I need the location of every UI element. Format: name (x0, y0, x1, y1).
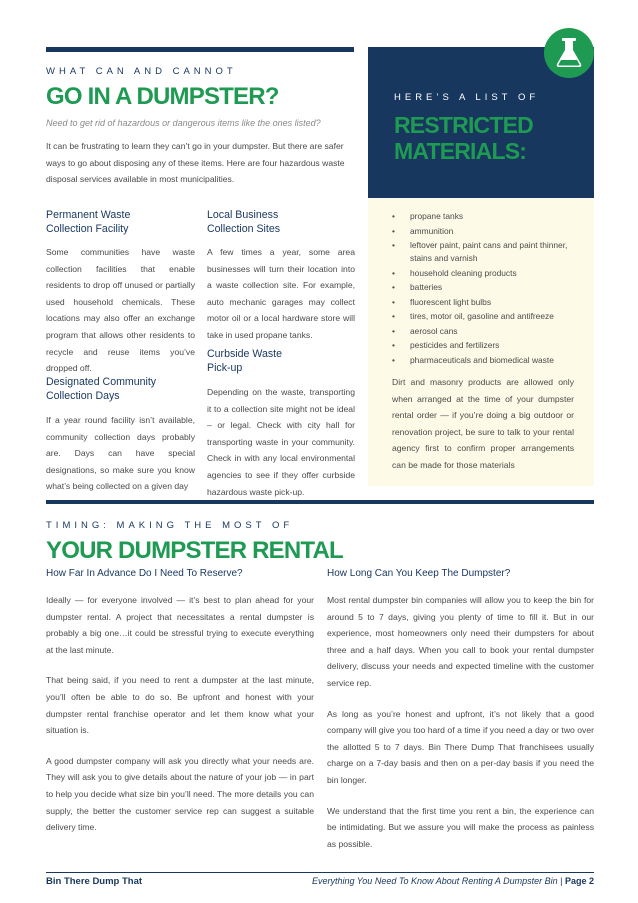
restricted-kicker: HERE’S A LIST OF (394, 92, 540, 103)
restricted-note: Dirt and masonry products are allowed only when arranged at the time of your dumpster rental order — if you’re doing a big outdoor or renovation project, be sure to talk to your rental agency first to confirm proper arrangements can be made for those materials (392, 377, 574, 470)
footer-page-number: Page 2 (564, 876, 594, 886)
footer-right (312, 876, 594, 886)
reserve-paragraph-1: Ideally — for everyone involved — it’s best to plan ahead for your dumpster rental. A project that necessitates a rental dumpster is probably a big one…it could be stressful trying to execute everything at the last minute. (46, 595, 314, 655)
list-item: • pharmaceuticals and biomedical waste (390, 354, 574, 367)
footer-separator: | (560, 876, 563, 886)
restricted-title-line1: RESTRICTED (394, 112, 533, 138)
footer-doc-title: Everything You Need To Know About Renting A Dumpster Bin (311, 876, 558, 886)
restricted-title-line2: MATERIALS: (394, 138, 527, 164)
local-text: A few times a year, some area businesses will turn their location into a waste collection site. For example, auto mechanic garages may collect motor oil or a local hardware store will take in used propane tanks. (207, 247, 355, 340)
reserve-paragraph-3: A good dumpster company will ask you directly what your needs are. They will ask you to give details about the nature of your job — in part to help you decide what size bin you’ll need. The more details you can supply, the better the customer service rep can suggest a suitable delivery time. (46, 755, 314, 833)
list-item: • batteries (390, 281, 574, 294)
list-item: • ammunition (390, 225, 574, 238)
section-divider (46, 500, 594, 504)
designated-text: If a year round facility isn’t available, community collection days probably are. Days can have special designations, so make sure you know what’s being collected on a given day (46, 415, 195, 492)
permanent-heading (46, 208, 130, 236)
list-item: • pesticides and fertilizers (390, 339, 574, 352)
curbside-heading-line2: Pick-up (207, 362, 243, 374)
keep-paragraph-3: We understand that the first time you rent a bin, the experience can be intimidating. But we assure you will make the process as painless as possible. (327, 805, 594, 849)
local-heading-line1: Local Business (207, 209, 279, 221)
list-item: • household cleaning products (390, 267, 574, 280)
list-item: • leftover paint, paint cans and paint thinner, stains and varnish (390, 239, 574, 265)
permanent-text: Some communities have waste collection facilities that enable residents to drop off unused or partially used household chemicals. These locations may also offer an exchange program that allows other residents to recycle and reuse items you’ve dropped off. (46, 247, 195, 374)
curbside-heading-line1: Curbside Waste (207, 348, 282, 360)
top-intro: It can be frustrating to learn they can’t go in your dumpster. But there are safer ways to go about disposing any of these items. Here are four hazardous waste disposal services available in most municipalities. (46, 141, 345, 185)
top-subtitle: Need to get rid of hazardous or dangerous items like the ones listed? (46, 118, 321, 128)
designated-heading-line2: Collection Days (46, 390, 120, 402)
curbside-heading (207, 347, 282, 375)
reserve-heading: How Far In Advance Do I Need To Reserve? (46, 568, 243, 579)
timing-title: YOUR DUMPSTER RENTAL (46, 537, 343, 564)
reserve-paragraph-2: That being said, if you need to rent a dumpster at the last minute, you’ll often be able to do so. Be upfront and honest with your dumpster rental franchise operator and let them know what your situation is. (46, 675, 314, 736)
restricted-list-box (368, 198, 594, 486)
restricted-list (390, 210, 574, 368)
list-item: • propane tanks (390, 210, 574, 223)
permanent-heading-line1: Permanent Waste (46, 209, 131, 221)
restricted-title (394, 112, 533, 164)
list-item: • fluorescent light bulbs (390, 296, 574, 309)
reserve-column (46, 592, 314, 836)
footer-brand: Bin There Dump That (46, 876, 143, 887)
top-rule-left (46, 47, 354, 52)
keep-paragraph-1: Most rental dumpster bin companies will allow you to keep the bin for around 5 to 7 days, giving you plenty of time to fill it. But in our experience, most homeowners only need their dumpsters for about three and a half days. When you call to book your rental dumpster delivery, discuss your needs and expected timeline with the customer service rep. (327, 595, 594, 688)
local-heading-line2: Collection Sites (207, 223, 281, 235)
top-title: GO IN A DUMPSTER? (46, 83, 279, 110)
timing-kicker: TIMING: MAKING THE MOST OF (46, 520, 294, 531)
curbside-text: Depending on the waste, transporting it to a collection site might not be ideal – or legal. Check with city hall for transporting waste in your community. Check in with any local environmental agencies to see if they offer curbside hazardous waste pick-up. (207, 387, 355, 497)
keep-paragraph-2: As long as you’re honest and upfront, it’s not likely that a good company will give you too hard of a time if you need a day or two over the allotted 5 to 7 days. Bin There Dump That franchisees usually charge on a 7-day basis and then on a per-day basis if you need the bin longer. (327, 708, 594, 785)
local-heading (207, 208, 280, 236)
list-item: • tires, motor oil, gasoline and antifreeze (390, 310, 574, 323)
footer-rule (46, 872, 594, 873)
top-kicker: WHAT CAN AND CANNOT (46, 66, 237, 77)
flask-icon (544, 28, 594, 78)
designated-heading (46, 375, 156, 403)
keep-heading: How Long Can You Keep The Dumpster? (327, 568, 511, 579)
designated-heading-line1: Designated Community (46, 376, 157, 388)
keep-column (327, 592, 594, 852)
list-item: • aerosol cans (390, 325, 574, 338)
permanent-heading-line2: Collection Facility (46, 223, 129, 235)
